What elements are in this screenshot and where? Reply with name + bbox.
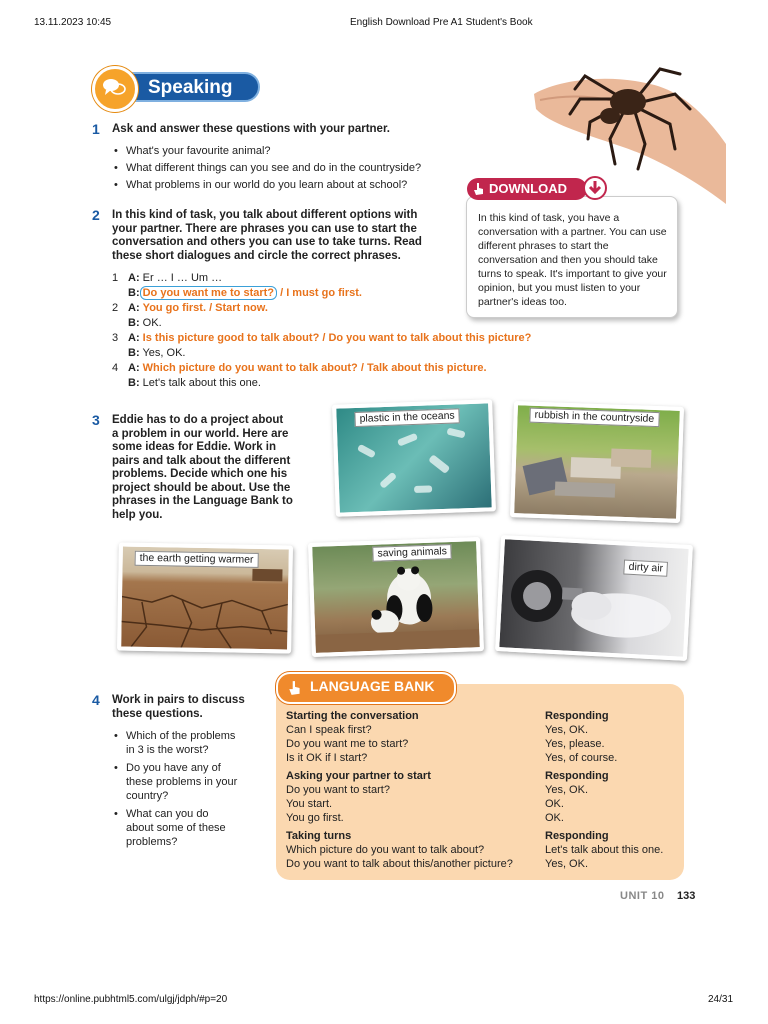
- photo-saving-animals: [308, 537, 484, 657]
- q1-bullet: • What problems in our world do you learn about at school?: [112, 177, 472, 194]
- speaker-b: B:: [128, 287, 140, 299]
- download-tag: [467, 178, 607, 202]
- print-title: English Download Pre A1 Student's Book: [350, 17, 533, 28]
- dialogue-number: 4: [112, 362, 119, 374]
- hand-pointer-icon: [473, 182, 485, 196]
- page-number: 133: [677, 890, 696, 902]
- q1-title: Ask and answer these questions with your partner.: [112, 123, 390, 135]
- print-url[interactable]: https://online.pubhtml5.com/ulgj/jdph/#p=20: [34, 994, 228, 1005]
- q1-bullet-list: [112, 143, 472, 194]
- lb-phrase: Yes, OK.: [545, 784, 589, 796]
- lb-phrase: Do you want me to start?: [286, 738, 409, 750]
- q4-number: 4: [92, 692, 100, 708]
- lb-phrase: OK.: [545, 798, 564, 810]
- q2-title-line: In this kind of task, you talk about different options with: [112, 209, 418, 221]
- language-bank-title: LANGUAGE BANK: [310, 678, 435, 694]
- q2-number: 2: [92, 207, 100, 223]
- q2-title: [112, 209, 462, 263]
- speaking-section-badge: [90, 64, 262, 108]
- speech-bubbles-icon: [92, 66, 138, 112]
- lb-heading: Asking your partner to start: [286, 770, 431, 782]
- lb-heading: Starting the conversation: [286, 710, 419, 722]
- dialogue-number: 3: [112, 332, 119, 344]
- q3-title-line: pairs and talk about the different: [112, 454, 291, 467]
- q4-title-line: Work in pairs to discuss: [112, 694, 245, 706]
- speaker-a: A:: [128, 362, 140, 374]
- q4-bullet-line: in 3 is the worst?: [126, 744, 209, 756]
- lb-phrase: Yes, OK.: [545, 724, 589, 736]
- print-datetime: 13.11.2023 10:45: [34, 17, 112, 28]
- q4-bullet-line: • Which of the problems: [126, 730, 236, 742]
- lb-phrase: Which picture do you want to talk about?: [286, 844, 485, 856]
- photo-caption: plastic in the oceans: [354, 408, 460, 427]
- speaker-a: A:: [128, 302, 140, 314]
- q3-title: [112, 414, 322, 522]
- print-page-count: 24/31: [708, 994, 734, 1005]
- photo-caption: rubbish in the countryside: [529, 408, 659, 428]
- dialogue-2: [112, 301, 572, 331]
- q3-title-line: problems. Decide which one his: [112, 468, 288, 480]
- dialogue-3: [112, 331, 572, 361]
- lb-phrase: Yes, please.: [545, 738, 605, 750]
- q2-dialogues: [112, 271, 572, 391]
- dialogue-line: Er … I … Um …: [142, 272, 223, 284]
- q4-bullet-line: these problems in your: [126, 776, 238, 788]
- photo-dirty-air: [495, 535, 693, 661]
- unit-label: UNIT 10: [620, 890, 665, 902]
- dialogue-option: You go first. / Start now.: [142, 302, 268, 314]
- lb-phrase: Let's talk about this one.: [545, 844, 664, 856]
- photo-the-earth-getting-warmer: [117, 542, 293, 653]
- language-bank-tag: [276, 672, 456, 704]
- photo-caption: dirty air: [623, 560, 668, 577]
- speaker-b: B:: [128, 347, 140, 359]
- q4-bullet-list: [112, 729, 272, 849]
- photo-caption: the earth getting warmer: [135, 551, 259, 568]
- dialogue-4: [112, 361, 572, 391]
- q4-bullet: [112, 761, 272, 803]
- dialogue-1: [112, 271, 572, 301]
- q4-bullet-line: country?: [126, 790, 169, 802]
- q4-title: [112, 694, 272, 721]
- q3-title-line: project should be about. Use the: [112, 481, 291, 494]
- lb-phrase: Yes, of course.: [545, 752, 618, 764]
- q3-title-line: a problem in our world. Here are: [112, 427, 289, 440]
- q2-title-line: these short dialogues and circle the correct phrases.: [112, 249, 401, 262]
- language-bank-left-column: [286, 709, 536, 871]
- q1-bullet: • What different things can you see and do in the countryside?: [112, 160, 472, 177]
- q3-title-line: phrases in the Language Bank to: [112, 495, 293, 507]
- dialogue-number: 2: [112, 302, 119, 314]
- q3-number: 3: [92, 412, 100, 428]
- photo-plastic-in-the-oceans: [332, 399, 496, 517]
- q2-title-line: conversation and others you can use to take turns. Read: [112, 236, 422, 248]
- lb-phrase: Yes, OK.: [545, 858, 589, 870]
- dialogue-option: Which picture do you want to talk about? / Talk about this picture.: [142, 362, 487, 374]
- dialogue-option: / I must go first.: [280, 287, 362, 299]
- lb-phrase: Is it OK if I start?: [286, 752, 368, 764]
- dialogue-option: Is this picture good to talk about? / Do you want to talk about this picture?: [142, 332, 532, 344]
- q4-bullet-line: • Do you have any of: [126, 762, 221, 774]
- speaker-a: A:: [128, 272, 140, 284]
- photo-caption: saving animals: [372, 544, 452, 562]
- lb-phrase: Do you want to talk about this/another picture?: [286, 858, 513, 870]
- lb-phrase: You start.: [286, 798, 333, 810]
- q4-bullet-line: • What can you do: [126, 808, 209, 820]
- lb-heading: Responding: [545, 770, 609, 782]
- section-title: Speaking: [148, 77, 233, 98]
- speaker-b: B:: [128, 317, 140, 329]
- speaker-b: B:: [128, 377, 140, 389]
- lb-heading: Responding: [545, 830, 609, 842]
- hand-pointer-icon: [288, 680, 302, 696]
- download-arrow-icon: [583, 176, 607, 200]
- download-label: DOWNLOAD: [489, 181, 567, 196]
- speaker-a: A:: [128, 332, 140, 344]
- circled-answer: Do you want me to start?: [140, 286, 277, 300]
- q4-bullet-line: about some of these: [126, 822, 226, 834]
- q2-title-line: your partner. There are phrases you can use to start the: [112, 222, 417, 235]
- lb-phrase: Do you want to start?: [286, 784, 390, 796]
- q4-title-line: these questions.: [112, 707, 203, 720]
- q1-bullet: • What's your favourite animal?: [112, 143, 472, 160]
- language-bank-right-column: [545, 709, 680, 871]
- q3-title-line: Eddie has to do a project about: [112, 414, 284, 426]
- download-tip-text: In this kind of task, you have a conversation with a partner. You can use different phrases to start the conversation and then you should take turns to speak. It's important to give your opinion, but you must listen to your partner's ideas too.: [478, 212, 667, 308]
- q3-title-line: help you.: [112, 508, 163, 521]
- q4-bullet-line: problems?: [126, 836, 178, 848]
- q1-number: 1: [92, 121, 100, 137]
- lb-phrase: You go first.: [286, 812, 344, 824]
- lb-heading: Responding: [545, 710, 609, 722]
- dialogue-line: Yes, OK.: [142, 347, 186, 359]
- dialogue-number: 1: [112, 272, 119, 284]
- lb-phrase: Can I speak first?: [286, 724, 372, 736]
- q4-bullet: [112, 807, 272, 849]
- dialogue-line: OK.: [142, 317, 162, 329]
- lb-phrase: OK.: [545, 812, 564, 824]
- lb-heading: Taking turns: [286, 830, 352, 842]
- photo-rubbish-in-the-countryside: [510, 401, 684, 523]
- q3-title-line: some ideas for Eddie. Work in: [112, 441, 277, 453]
- dialogue-line: Let's talk about this one.: [142, 377, 261, 389]
- q4-bullet: [112, 729, 272, 757]
